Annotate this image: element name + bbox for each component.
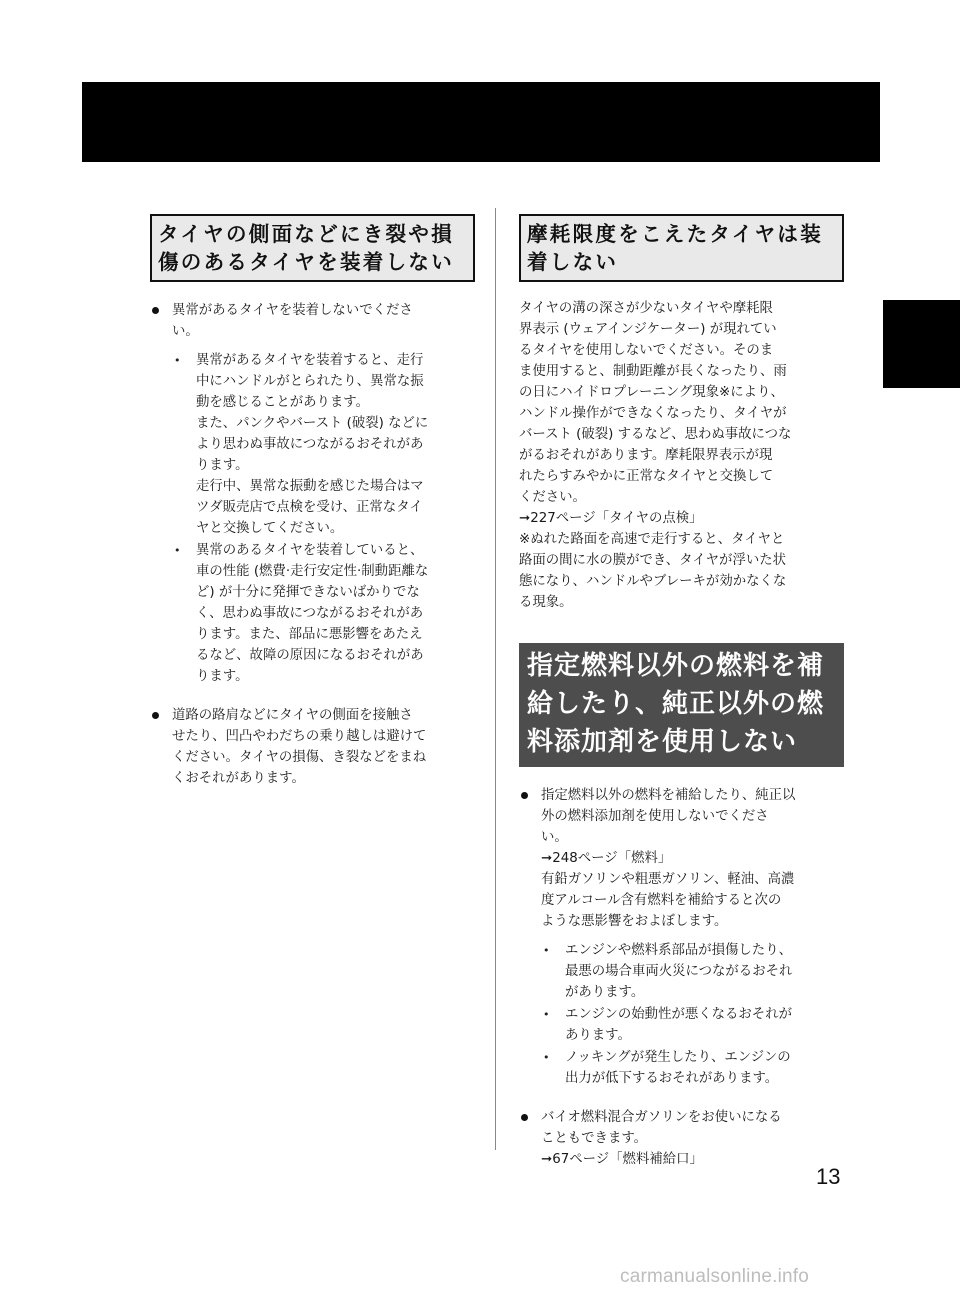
section-heading-sidewall-damage: [150, 214, 475, 282]
text-line: い。: [541, 830, 568, 845]
watermark: carmanualsonline.info: [620, 1266, 810, 1287]
text-line: 有鉛ガソリンや粗悪ガソリン、軽油、高濃: [541, 872, 795, 887]
column-divider: [495, 208, 496, 1150]
text-line: があります。: [565, 985, 645, 1000]
text-line: る現象。: [519, 595, 573, 610]
text-line: 走行中、異常な振動を感じた場合はマ: [196, 479, 424, 494]
section-heading-fuel: [519, 643, 844, 767]
text-line: ります。: [196, 669, 249, 684]
text-line: バイオ燃料混合ガソリンをお使いになる: [541, 1110, 782, 1125]
text-line: 最悪の場合車両火災につながるおそれ: [565, 964, 793, 979]
text-line: こともできます。: [541, 1131, 648, 1146]
text-line: ど) が十分に発揮できないばかりでな: [196, 585, 420, 600]
text-line: くおそれがあります。: [172, 771, 305, 786]
text-line: く、思わぬ事故につながるおそれがあ: [196, 606, 424, 621]
text-line: の日にハイドロプレーニング現象※により、: [519, 385, 784, 400]
text-line: ツダ販売店で点検を受け、正常なタイ: [196, 500, 423, 515]
heading-line: 指定燃料以外の燃料を補: [527, 651, 825, 681]
text-line: タイヤの溝の深さが少ないタイヤや摩耗限: [519, 301, 773, 316]
page-reference: ➞67ページ「燃料補給口」: [541, 1152, 703, 1167]
page-number: 13: [816, 1164, 841, 1189]
text-line: 態になり、ハンドルやブレーキが効かなくな: [519, 574, 787, 589]
text-line: 外の燃料添加剤を使用しないでくださ: [541, 809, 769, 824]
text-line: い。: [172, 324, 199, 339]
text-line: 出力が低下するおそれがあります。: [565, 1071, 779, 1086]
wear-limit-paragraph: [519, 298, 844, 613]
heading-line: 傷のあるタイヤを装着しない: [158, 250, 454, 274]
left-column: [150, 214, 475, 789]
bullet-item: [519, 785, 844, 1089]
section-tab: [883, 300, 960, 388]
sub-item: [172, 350, 475, 539]
text-line: れたらすみやかに正常なタイヤと交換して: [519, 469, 774, 484]
sub-list: [172, 350, 475, 687]
text-line: 度アルコール含有燃料を補給すると次の: [541, 893, 782, 908]
text-line: あります。: [565, 1028, 631, 1043]
heading-line: 給したり、純正以外の燃: [527, 689, 825, 719]
heading-line: 着しない: [527, 250, 619, 274]
text-line: ※ぬれた路面を高速で走行すると、タイヤと: [519, 532, 785, 547]
text-line: ください。: [519, 490, 586, 505]
text-line: がるおそれがあります。摩耗限界表示が現: [519, 448, 773, 463]
text-line: ま使用すると、制動距離が長くなったり、雨: [519, 364, 787, 379]
header-bar: [82, 82, 880, 162]
text-line: 指定燃料以外の燃料を補給したり、純正以: [541, 788, 796, 803]
page-reference: ➞248ページ「燃料」: [541, 851, 672, 866]
text-line: るタイヤを使用しないでください。そのま: [519, 343, 774, 358]
page-reference: ➞227ページ「タイヤの点検」: [519, 511, 703, 526]
text-line: • ノッキングが発生したり、エンジンの: [565, 1050, 791, 1065]
text-line: ハンドル操作ができなくなったり、タイヤが: [519, 406, 787, 421]
text-line: ります。また、部品に悪影響をあたえ: [196, 627, 423, 642]
bullet-item: [150, 705, 475, 789]
sub-item: [541, 940, 844, 1003]
sub-item: [541, 1004, 844, 1046]
text-line: 道路の路肩などにタイヤの側面を接触さ: [172, 708, 413, 723]
sub-item: [541, 1047, 844, 1089]
text-line: るなど、故障の原因になるおそれがあ: [196, 648, 424, 663]
text-line: より思わぬ事故につながるおそれがあ: [196, 437, 424, 452]
text-line: ような悪影響をおよぼします。: [541, 914, 728, 929]
text-line: ります。: [196, 458, 249, 473]
text-line: • 異常があるタイヤを装着すると、走行: [196, 353, 424, 368]
section-heading-wear-limit: [519, 214, 844, 282]
text-line: • エンジンや燃料系部品が損傷したり、: [565, 943, 792, 958]
text-line: • 異常のあるタイヤを装着していると、: [196, 543, 424, 558]
right-column: [519, 214, 844, 1170]
text-line: 路面の間に水の膜ができ、タイヤが浮いた状: [519, 553, 787, 568]
bullet-item: [150, 300, 475, 687]
bullet-item: [519, 1107, 844, 1170]
text-line: バースト (破裂) するなど、思わぬ事故につな: [519, 427, 792, 442]
sub-item: [172, 540, 475, 687]
text-line: 動を感じることがあります。: [196, 395, 370, 410]
text-line: また、パンクやバースト (破裂) などに: [196, 416, 429, 431]
text-line: ください。タイヤの損傷、き裂などをまね: [172, 750, 427, 765]
heading-line: 料添加剤を使用しない: [527, 727, 798, 757]
text-line: 異常があるタイヤを装着しないでくださ: [172, 303, 413, 318]
heading-line: 摩耗限度をこえたタイヤは装: [527, 222, 823, 246]
text-line: 車の性能 (燃費·走行安定性·制動距離な: [196, 564, 429, 579]
text-line: せたり、凹凸やわだちの乗り越しは避けて: [172, 729, 427, 744]
text-line: ヤと交換してください。: [196, 521, 344, 536]
text-line: • エンジンの始動性が悪くなるおそれが: [565, 1007, 792, 1022]
text-line: 中にハンドルがとられたり、異常な振: [196, 374, 424, 389]
text-line: 界表示 (ウェアインジケーター) が現れてい: [519, 322, 777, 337]
sub-list: [541, 940, 844, 1089]
heading-line: タイヤの側面などにき裂や損: [158, 222, 454, 246]
